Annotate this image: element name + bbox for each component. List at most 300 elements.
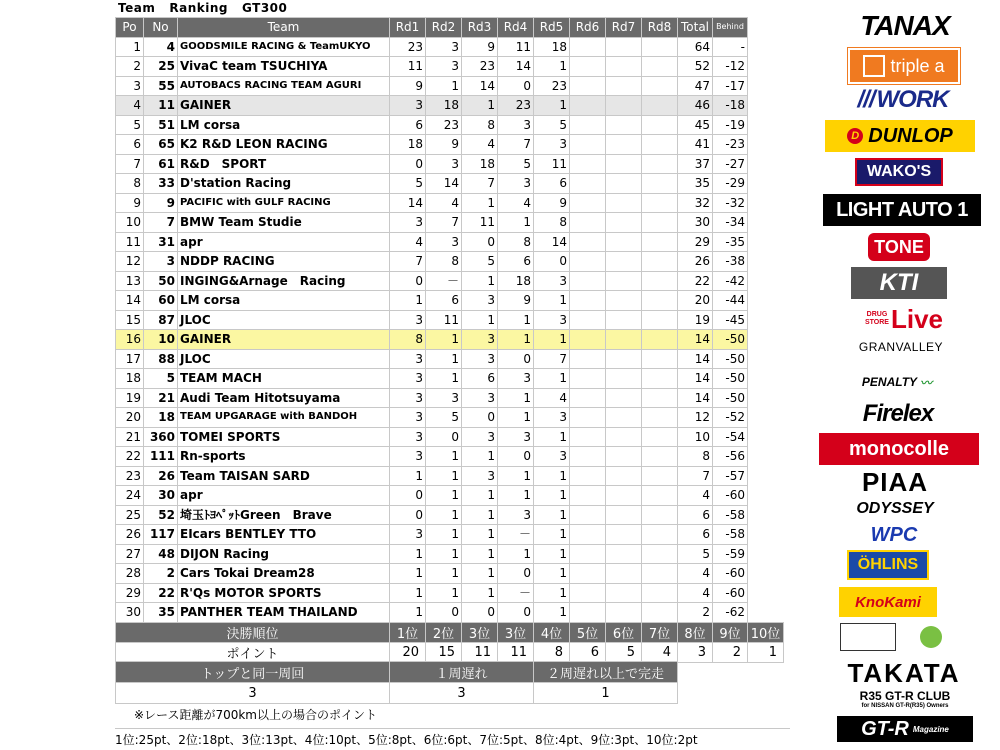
sponsor-column	[815, 0, 1000, 750]
cell-round-8	[642, 505, 678, 525]
cell-round-8	[642, 115, 678, 135]
cell-round-7	[606, 115, 642, 135]
cell-position: 20	[116, 408, 144, 428]
sponsor-live[interactable]: DRUG STORE Live	[864, 303, 944, 334]
cell-round-8	[642, 154, 678, 174]
cell-round-8	[642, 174, 678, 194]
cell-round-7	[606, 349, 642, 369]
cell-car-number: 51	[144, 115, 178, 135]
cell-round-8	[642, 213, 678, 233]
cell-round-8	[642, 544, 678, 564]
cell-round-7	[606, 505, 642, 525]
points-position-4: 3位	[498, 623, 534, 643]
cell-round-8	[642, 466, 678, 486]
cell-round-2: 9	[426, 135, 462, 155]
header-rd8: Rd8	[642, 18, 678, 38]
cell-team: apr	[178, 486, 390, 506]
table-row	[116, 525, 748, 545]
cell-round-7	[606, 564, 642, 584]
cell-round-6	[570, 544, 606, 564]
header-no: No	[144, 18, 178, 38]
cell-car-number: 55	[144, 76, 178, 96]
cell-round-4: 3	[498, 369, 534, 389]
cell-round-3: 0	[462, 232, 498, 252]
table-row	[116, 135, 748, 155]
cell-round-1: 6	[390, 115, 426, 135]
cell-round-5: 3	[534, 310, 570, 330]
cell-total: 29	[678, 232, 713, 252]
cell-car-number: 18	[144, 408, 178, 428]
table-row	[116, 310, 748, 330]
cell-total: 12	[678, 408, 713, 428]
header-rd5: Rd5	[534, 18, 570, 38]
cell-round-7	[606, 525, 642, 545]
cell-total: 8	[678, 447, 713, 467]
cell-behind: -56	[713, 447, 748, 467]
cell-round-6	[570, 349, 606, 369]
cell-total: 30	[678, 213, 713, 233]
cell-round-3: 3	[462, 427, 498, 447]
cell-round-8	[642, 603, 678, 623]
cell-car-number: 10	[144, 330, 178, 350]
laps-value-same-lap: 3	[116, 683, 390, 704]
sponsor-work[interactable]: /// WORK	[857, 86, 949, 113]
laps-value-row	[116, 683, 678, 704]
header-rd3: Rd3	[462, 18, 498, 38]
cell-car-number: 21	[144, 388, 178, 408]
cell-total: 4	[678, 564, 713, 584]
cell-round-6	[570, 96, 606, 116]
cell-behind: -44	[713, 291, 748, 311]
cell-round-7	[606, 369, 642, 389]
table-row	[116, 57, 748, 77]
points-position-1: 1位	[390, 623, 426, 643]
cell-car-number: 25	[144, 57, 178, 77]
page-title: Team Ranking GT300	[118, 1, 288, 15]
points-order-label: 決勝順位	[116, 623, 390, 643]
points-value-row	[116, 643, 784, 663]
cell-round-1: 1	[390, 291, 426, 311]
header-rd1: Rd1	[390, 18, 426, 38]
cell-round-7	[606, 193, 642, 213]
cell-position: 5	[116, 115, 144, 135]
cell-car-number: 7	[144, 213, 178, 233]
cell-total: 32	[678, 193, 713, 213]
cell-round-1: 3	[390, 349, 426, 369]
cell-team: LM corsa	[178, 291, 390, 311]
cell-total: 20	[678, 291, 713, 311]
cell-team: JLOC	[178, 310, 390, 330]
cell-round-5: 1	[534, 369, 570, 389]
cell-total: 5	[678, 544, 713, 564]
points-value-1: 20	[390, 643, 426, 663]
cell-round-2: 5	[426, 408, 462, 428]
cell-round-1: 3	[390, 525, 426, 545]
cell-round-4: 8	[498, 232, 534, 252]
header-total: Total	[678, 18, 713, 38]
cell-round-8	[642, 408, 678, 428]
cell-position: 21	[116, 427, 144, 447]
cell-round-1: 3	[390, 310, 426, 330]
cell-round-2: 0	[426, 427, 462, 447]
cell-round-4: 3	[498, 427, 534, 447]
cell-round-8	[642, 349, 678, 369]
cell-car-number: 50	[144, 271, 178, 291]
sponsor-tone[interactable]: TONE	[868, 233, 930, 261]
cell-round-4: 0	[498, 564, 534, 584]
cell-round-3: 1	[462, 310, 498, 330]
points-position-3: 3位	[462, 623, 498, 643]
sponsor-knokami[interactable]: KnoKami	[839, 587, 937, 617]
laps-header-one-lap: １周遅れ	[390, 662, 534, 683]
cell-round-8	[642, 37, 678, 57]
cell-round-7	[606, 213, 642, 233]
points-value-4: 11	[498, 643, 534, 663]
cell-position: 17	[116, 349, 144, 369]
points-order-row	[116, 623, 784, 643]
cell-round-3: 11	[462, 213, 498, 233]
cell-round-2: 1	[426, 486, 462, 506]
cell-round-8	[642, 447, 678, 467]
cell-total: 10	[678, 427, 713, 447]
sponsor-granvalley[interactable]: GRANVALLEY	[858, 340, 944, 354]
cell-round-2: 3	[426, 37, 462, 57]
sponsor-tanax[interactable]: TANAX	[860, 10, 950, 41]
cell-car-number: 33	[144, 174, 178, 194]
cell-behind: -29	[713, 174, 748, 194]
cell-round-1: 3	[390, 213, 426, 233]
header-rd2: Rd2	[426, 18, 462, 38]
cell-total: 37	[678, 154, 713, 174]
cell-round-8	[642, 330, 678, 350]
cell-round-6	[570, 271, 606, 291]
cell-behind: -42	[713, 271, 748, 291]
cell-round-4: 1	[498, 408, 534, 428]
cell-team: GAINER	[178, 96, 390, 116]
cell-behind: -35	[713, 232, 748, 252]
cell-car-number: 30	[144, 486, 178, 506]
cell-round-6	[570, 583, 606, 603]
cell-round-6	[570, 427, 606, 447]
cell-team: LM corsa	[178, 115, 390, 135]
cell-round-3: 3	[462, 291, 498, 311]
cell-round-5: 0	[534, 252, 570, 272]
cell-position: 3	[116, 76, 144, 96]
cell-car-number: 65	[144, 135, 178, 155]
cell-round-3: 14	[462, 76, 498, 96]
cell-round-8	[642, 583, 678, 603]
table-row	[116, 408, 748, 428]
sponsor-wakos[interactable]: WAKO'S	[855, 158, 943, 186]
cell-team: NDDP RACING	[178, 252, 390, 272]
cell-round-1: 3	[390, 388, 426, 408]
cell-round-1: 23	[390, 37, 426, 57]
cell-behind: -45	[713, 310, 748, 330]
points-value-8: 4	[642, 643, 678, 663]
cell-team: Audi Team Hitotsuyama	[178, 388, 390, 408]
cell-round-7	[606, 447, 642, 467]
cell-round-2: 1	[426, 369, 462, 389]
cell-round-1: 5	[390, 174, 426, 194]
cell-position: 18	[116, 369, 144, 389]
cell-total: 41	[678, 135, 713, 155]
cell-team: D'station Racing	[178, 174, 390, 194]
cell-round-7	[606, 135, 642, 155]
cell-total: 14	[678, 388, 713, 408]
cell-round-3: 1	[462, 447, 498, 467]
points-value-3: 11	[462, 643, 498, 663]
cell-round-3: 3	[462, 330, 498, 350]
cell-round-5: 1	[534, 57, 570, 77]
cell-round-7	[606, 174, 642, 194]
cell-round-1: 1	[390, 603, 426, 623]
sponsor-ohlins[interactable]: ÖHLINS	[847, 550, 929, 580]
cell-round-2: 14	[426, 174, 462, 194]
points-position-11: 10位	[748, 623, 784, 643]
cell-round-5: 3	[534, 135, 570, 155]
cell-round-1: 3	[390, 427, 426, 447]
cell-round-1: 7	[390, 252, 426, 272]
cell-round-1: 3	[390, 447, 426, 467]
cell-behind: -52	[713, 408, 748, 428]
cell-round-4: 1	[498, 486, 534, 506]
cell-round-6	[570, 154, 606, 174]
cell-team: Rn-sports	[178, 447, 390, 467]
cell-behind: -58	[713, 505, 748, 525]
cell-round-4: 3	[498, 505, 534, 525]
cell-round-4: 4	[498, 193, 534, 213]
points-position-6: 5位	[570, 623, 606, 643]
cell-car-number: 3	[144, 252, 178, 272]
cell-round-6	[570, 291, 606, 311]
cell-round-5: 11	[534, 154, 570, 174]
cell-round-6	[570, 603, 606, 623]
cell-round-8	[642, 57, 678, 77]
cell-round-2: 1	[426, 466, 462, 486]
sponsor-firelex[interactable]: Firelex	[862, 400, 934, 427]
cell-round-6	[570, 252, 606, 272]
cell-round-2: 4	[426, 193, 462, 213]
table-row	[116, 388, 748, 408]
cell-round-5: 1	[534, 525, 570, 545]
sponsor-wpc[interactable]: WPC	[870, 523, 918, 546]
laps-header-same-lap: トップと同一周回	[116, 662, 390, 683]
cell-round-5: 1	[534, 291, 570, 311]
cell-round-5: 1	[534, 564, 570, 584]
cell-round-8	[642, 135, 678, 155]
sponsor-gtr-magazine[interactable]: GT-R Magazine	[837, 716, 973, 742]
note-long-race-points: 1位:25pt、2位:18pt、3位:13pt、4位:10pt、5位:8pt、6位:6pt、7位:5pt、8位:4pt、9位:3pt、10位:2pt	[115, 728, 790, 748]
cell-car-number: 11	[144, 96, 178, 116]
cell-total: 47	[678, 76, 713, 96]
cell-round-2: 6	[426, 291, 462, 311]
cell-team: PACIFIC with GULF RACING	[178, 193, 390, 213]
cell-behind: -50	[713, 349, 748, 369]
cell-car-number: 22	[144, 583, 178, 603]
cell-position: 15	[116, 310, 144, 330]
cell-team: DIJON Racing	[178, 544, 390, 564]
points-value-2: 15	[426, 643, 462, 663]
cell-behind: -12	[713, 57, 748, 77]
cell-round-4: －	[498, 525, 534, 545]
cell-round-5: 9	[534, 193, 570, 213]
cell-total: 22	[678, 271, 713, 291]
cell-round-3: 5	[462, 252, 498, 272]
cell-round-2: 1	[426, 447, 462, 467]
cell-behind: -54	[713, 427, 748, 447]
points-value-9: 3	[678, 643, 713, 663]
cell-total: 7	[678, 466, 713, 486]
cell-behind: -58	[713, 525, 748, 545]
cell-total: 4	[678, 486, 713, 506]
cell-round-5: 7	[534, 349, 570, 369]
cell-round-5: 1	[534, 330, 570, 350]
cell-round-3: 7	[462, 174, 498, 194]
cell-round-5: 1	[534, 96, 570, 116]
cell-round-4: 3	[498, 115, 534, 135]
sponsor-dunlop[interactable]: D DUNLOP	[825, 120, 975, 152]
cell-round-4: 1	[498, 544, 534, 564]
cell-round-6	[570, 57, 606, 77]
cell-round-7	[606, 291, 642, 311]
cell-team: TEAM UPGARAGE with BANDOH	[178, 408, 390, 428]
cell-round-3: 4	[462, 135, 498, 155]
cell-round-3: 3	[462, 388, 498, 408]
points-value-5: 8	[534, 643, 570, 663]
laps-value-one-lap: 3	[390, 683, 534, 704]
cell-round-1: 0	[390, 154, 426, 174]
cell-round-8	[642, 525, 678, 545]
cell-round-2: 1	[426, 564, 462, 584]
cell-total: 14	[678, 330, 713, 350]
cell-behind: -23	[713, 135, 748, 155]
cell-round-4: 0	[498, 349, 534, 369]
cell-round-1: 0	[390, 486, 426, 506]
cell-round-2: 1	[426, 330, 462, 350]
laps-table	[115, 661, 678, 704]
cell-car-number: 5	[144, 369, 178, 389]
cell-car-number: 87	[144, 310, 178, 330]
sponsor-penalty[interactable]: PENALTY 〰	[861, 375, 933, 390]
cell-round-7	[606, 232, 642, 252]
cell-round-5: 1	[534, 466, 570, 486]
cell-round-3: 1	[462, 193, 498, 213]
sponsor-kti[interactable]: KTI	[851, 267, 947, 299]
cell-round-4: 6	[498, 252, 534, 272]
cell-round-3: 1	[462, 544, 498, 564]
note-long-race: ※レース距離が700km以上の場合のポイント	[134, 708, 377, 722]
cell-total: 19	[678, 310, 713, 330]
sponsor-odyssey[interactable]: ODYSSEY	[856, 500, 934, 517]
cell-position: 1	[116, 37, 144, 57]
cell-round-8	[642, 369, 678, 389]
cell-car-number: 60	[144, 291, 178, 311]
cell-position: 16	[116, 330, 144, 350]
cell-behind: -32	[713, 193, 748, 213]
sponsor-triple-a[interactable]: triple a	[848, 48, 960, 84]
header-po: Po	[116, 18, 144, 38]
sponsor-light-auto[interactable]: LIGHT AUTO 1	[823, 194, 981, 226]
sponsor-takata[interactable]: TAKATA	[847, 657, 961, 688]
cell-round-1: 1	[390, 583, 426, 603]
cell-round-5: 1	[534, 583, 570, 603]
table-row	[116, 486, 748, 506]
points-value-10: 2	[713, 643, 748, 663]
cell-behind: -60	[713, 583, 748, 603]
cell-position: 13	[116, 271, 144, 291]
cell-round-4: －	[498, 583, 534, 603]
cell-car-number: 117	[144, 525, 178, 545]
cell-total: 52	[678, 57, 713, 77]
cell-behind: -62	[713, 603, 748, 623]
cell-position: 27	[116, 544, 144, 564]
cell-round-7	[606, 252, 642, 272]
cell-team: AUTOBACS RACING TEAM AGURI	[178, 76, 390, 96]
cell-round-4: 1	[498, 330, 534, 350]
cell-round-3: 6	[462, 369, 498, 389]
cell-round-1: 4	[390, 232, 426, 252]
cell-round-6	[570, 232, 606, 252]
cell-round-6	[570, 525, 606, 545]
cell-round-2: 8	[426, 252, 462, 272]
cell-round-5: 18	[534, 37, 570, 57]
cell-round-1: 1	[390, 564, 426, 584]
table-row	[116, 174, 748, 194]
cell-round-1: 1	[390, 466, 426, 486]
cell-round-1: 0	[390, 505, 426, 525]
sponsor-misc-logos[interactable]	[831, 622, 951, 652]
points-position-5: 4位	[534, 623, 570, 643]
header-rd4: Rd4	[498, 18, 534, 38]
header-behind: Behind	[713, 18, 748, 38]
sponsor-piaa[interactable]: PIAA	[861, 466, 929, 497]
sponsor-r35-club[interactable]: R35 GT-R CLUB for NISSAN GT-R(R35) Owners	[859, 689, 951, 709]
cell-total: 45	[678, 115, 713, 135]
cell-car-number: 61	[144, 154, 178, 174]
cell-round-3: 8	[462, 115, 498, 135]
cell-round-3: 3	[462, 349, 498, 369]
cell-round-6	[570, 388, 606, 408]
cell-round-6	[570, 505, 606, 525]
cell-round-5: 8	[534, 213, 570, 233]
cell-round-6	[570, 369, 606, 389]
cell-behind: -50	[713, 388, 748, 408]
cell-team: R'Qs MOTOR SPORTS	[178, 583, 390, 603]
cell-round-3: 3	[462, 466, 498, 486]
cell-round-2: 1	[426, 349, 462, 369]
cell-round-6	[570, 330, 606, 350]
ranking-table	[115, 17, 748, 623]
cell-round-5: 14	[534, 232, 570, 252]
cell-round-8	[642, 76, 678, 96]
cell-round-2: －	[426, 271, 462, 291]
cell-round-4: 0	[498, 76, 534, 96]
cell-round-4: 3	[498, 174, 534, 194]
cell-round-7	[606, 310, 642, 330]
laps-value-two-laps: 1	[534, 683, 678, 704]
cell-round-1: 14	[390, 193, 426, 213]
cell-round-6	[570, 486, 606, 506]
cell-round-2: 1	[426, 583, 462, 603]
header-team: Team	[178, 18, 390, 38]
sponsor-monocolle[interactable]: monocolle	[819, 433, 979, 465]
cell-total: 14	[678, 369, 713, 389]
table-row	[116, 603, 748, 623]
cell-round-5: 1	[534, 544, 570, 564]
cell-behind: -38	[713, 252, 748, 272]
table-row	[116, 466, 748, 486]
cell-round-3: 1	[462, 564, 498, 584]
